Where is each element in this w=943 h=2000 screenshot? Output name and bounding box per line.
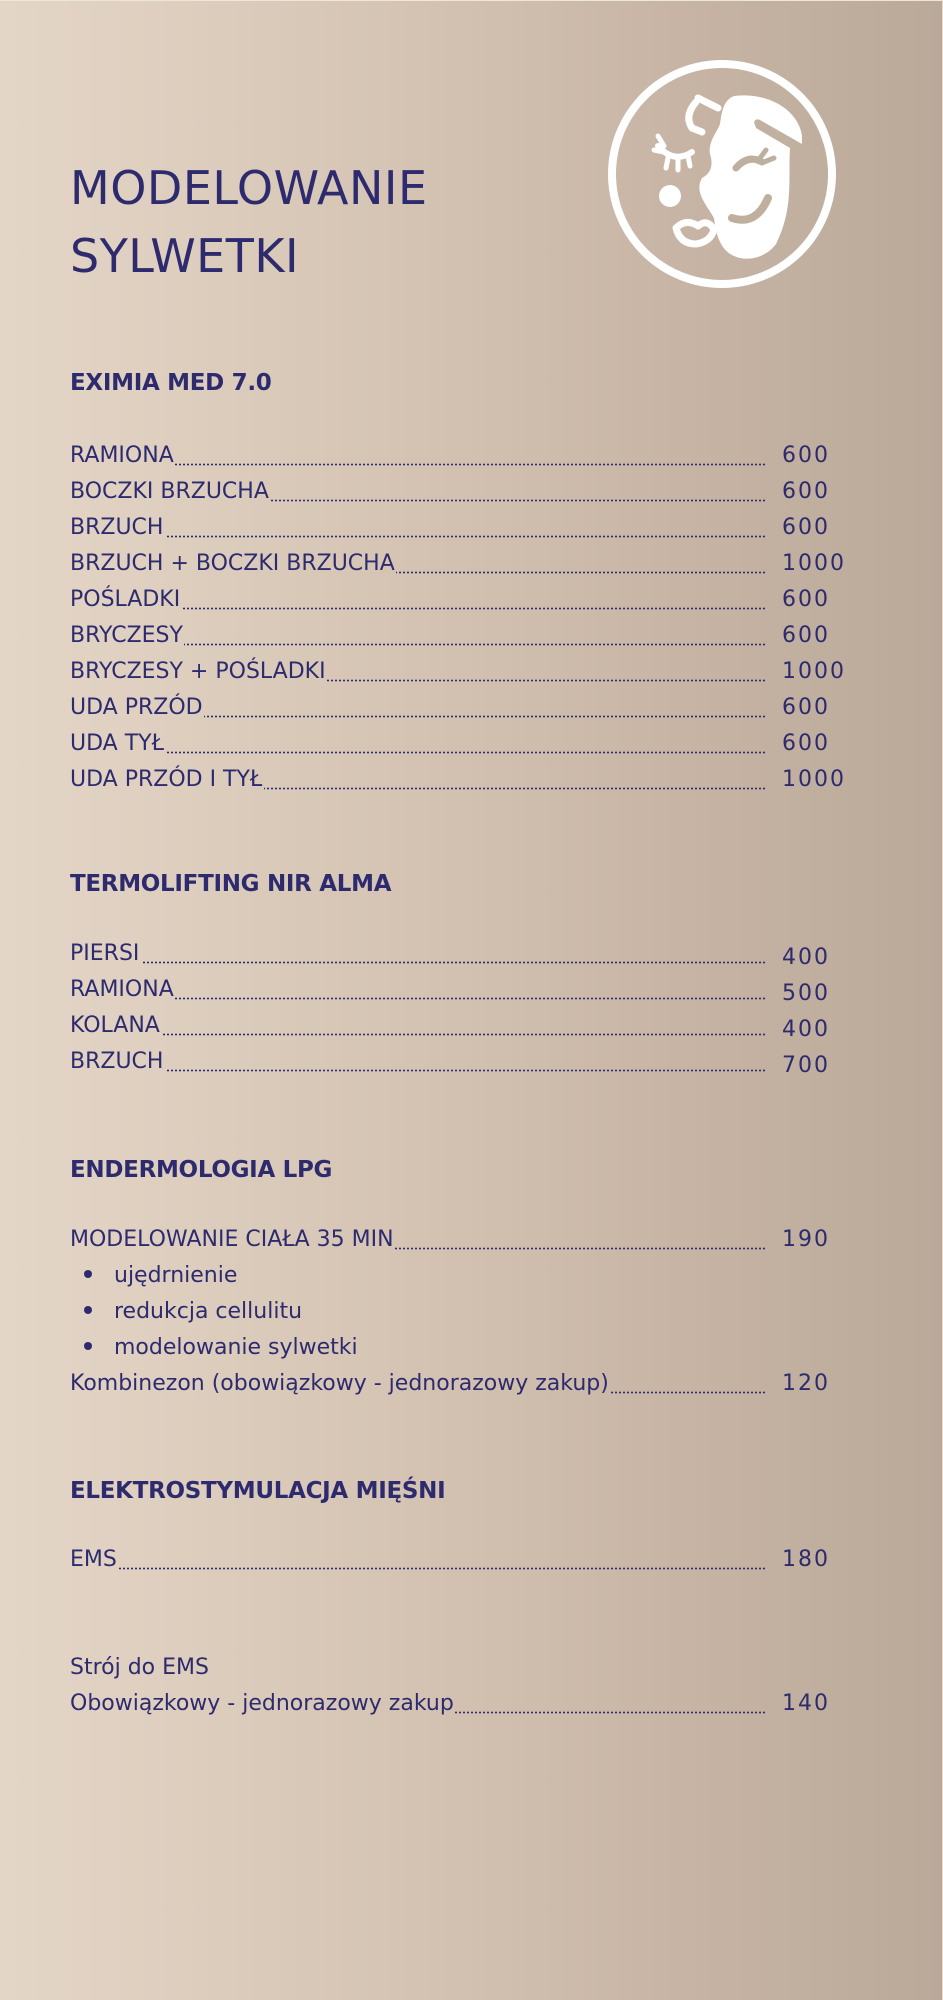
- service-label: UDA PRZÓD: [70, 695, 203, 720]
- service-price: 600: [782, 479, 830, 504]
- service-price: 1000: [782, 659, 846, 684]
- price-row: [70, 587, 850, 617]
- page-title: [70, 154, 428, 290]
- dot-leader: [118, 1567, 766, 1570]
- service-price: 140: [782, 1691, 830, 1716]
- section-heading-endermologia: ENDERMOLOGIA LPG: [70, 1157, 333, 1183]
- logo-eyebrow-top: [698, 98, 718, 108]
- price-row: [70, 731, 850, 761]
- service-label: BRZUCH: [70, 1049, 164, 1074]
- ems-suit-note: Strój do EMS: [70, 1655, 209, 1680]
- price-row: [70, 1013, 850, 1043]
- price-row: [70, 1227, 850, 1257]
- service-label: UDA PRZÓD I TYŁ: [70, 767, 263, 792]
- service-label: BRZUCH: [70, 515, 164, 540]
- bullet-icon: [84, 1342, 92, 1350]
- dot-leader: [182, 607, 766, 610]
- page-top-edge: [0, 0, 943, 1]
- bullet-item: [84, 1263, 237, 1288]
- price-row: [70, 1691, 850, 1721]
- dot-leader: [610, 1391, 766, 1394]
- page-title-line-1: MODELOWANIE: [70, 161, 428, 215]
- section-heading-elektrostymulacja: ELEKTROSTYMULACJA MIĘŚNI: [70, 1478, 446, 1504]
- price-row: [70, 623, 850, 653]
- dot-leader: [165, 1069, 766, 1072]
- section-heading-termolifting: TERMOLIFTING NIR ALMA: [70, 871, 392, 897]
- bullet-item: [84, 1299, 302, 1324]
- dot-leader: [165, 751, 766, 754]
- price-row: [70, 515, 850, 545]
- dot-leader: [395, 1247, 766, 1250]
- dot-leader: [175, 463, 766, 466]
- dot-leader: [175, 997, 766, 1000]
- service-label: BRYCZESY: [70, 623, 183, 648]
- service-label: PIERSI: [70, 941, 140, 966]
- section-heading-eximia: EXIMIA MED 7.0: [70, 370, 272, 396]
- dot-leader: [165, 535, 766, 538]
- service-price: 190: [782, 1227, 830, 1252]
- service-label: RAMIONA: [70, 443, 174, 468]
- bullet-item: [84, 1335, 358, 1360]
- service-label: POŚLADKI: [70, 587, 181, 612]
- page-title-line-2: SYLWETKI: [70, 229, 300, 283]
- service-price: 1000: [782, 767, 846, 792]
- service-label: BOCZKI BRZUCHA: [70, 479, 269, 504]
- service-price: 120: [782, 1371, 830, 1396]
- face-beauty-icon: [606, 58, 838, 290]
- service-price: 500: [782, 981, 830, 1006]
- dot-leader: [327, 679, 766, 682]
- dot-leader: [161, 1033, 766, 1036]
- logo-lips: [676, 222, 714, 244]
- price-row: [70, 1049, 850, 1079]
- price-row: [70, 767, 850, 797]
- service-price: 600: [782, 443, 830, 468]
- service-label: Kombinezon (obowiązkowy - jednorazowy zakup): [70, 1371, 609, 1396]
- service-label: KOLANA: [70, 1013, 160, 1038]
- logo-dot: [659, 185, 681, 207]
- dot-leader: [270, 499, 766, 502]
- service-label: RAMIONA: [70, 977, 174, 1002]
- price-row: [70, 551, 850, 581]
- dot-leader: [264, 787, 766, 790]
- bullet-icon: [84, 1306, 92, 1314]
- service-price: 600: [782, 515, 830, 540]
- service-price: 400: [782, 945, 830, 970]
- bullet-text: modelowanie sylwetki: [114, 1335, 358, 1360]
- service-price: 1000: [782, 551, 846, 576]
- service-label: BRYCZESY + POŚLADKI: [70, 659, 326, 684]
- price-row: [70, 479, 850, 509]
- service-label: Obowiązkowy - jednorazowy zakup: [70, 1691, 454, 1716]
- service-label: UDA TYŁ: [70, 731, 164, 756]
- service-price: 700: [782, 1053, 830, 1078]
- dot-leader: [141, 961, 766, 964]
- price-row: [70, 977, 850, 1007]
- service-price: 600: [782, 623, 830, 648]
- bullet-text: ujędrnienie: [114, 1263, 238, 1288]
- dot-leader: [184, 643, 766, 646]
- service-price: 600: [782, 695, 830, 720]
- service-price: 600: [782, 587, 830, 612]
- dot-leader: [396, 571, 766, 574]
- price-row: [70, 443, 850, 473]
- service-price: 600: [782, 731, 830, 756]
- logo-eyebrow: [689, 102, 702, 132]
- bullet-text: redukcja cellulitu: [114, 1299, 303, 1324]
- dot-leader: [455, 1711, 766, 1714]
- price-row: [70, 659, 850, 689]
- service-label: MODELOWANIE CIAŁA 35 MIN: [70, 1227, 394, 1252]
- price-row: [70, 1547, 850, 1577]
- service-label: BRZUCH + BOCZKI BRZUCHA: [70, 551, 395, 576]
- service-price: 400: [782, 1017, 830, 1042]
- service-price: 180: [782, 1547, 830, 1572]
- price-row: [70, 941, 850, 971]
- service-label: EMS: [70, 1547, 117, 1572]
- dot-leader: [204, 715, 766, 718]
- bullet-icon: [84, 1270, 92, 1278]
- price-row: [70, 1371, 850, 1401]
- price-row: [70, 695, 850, 725]
